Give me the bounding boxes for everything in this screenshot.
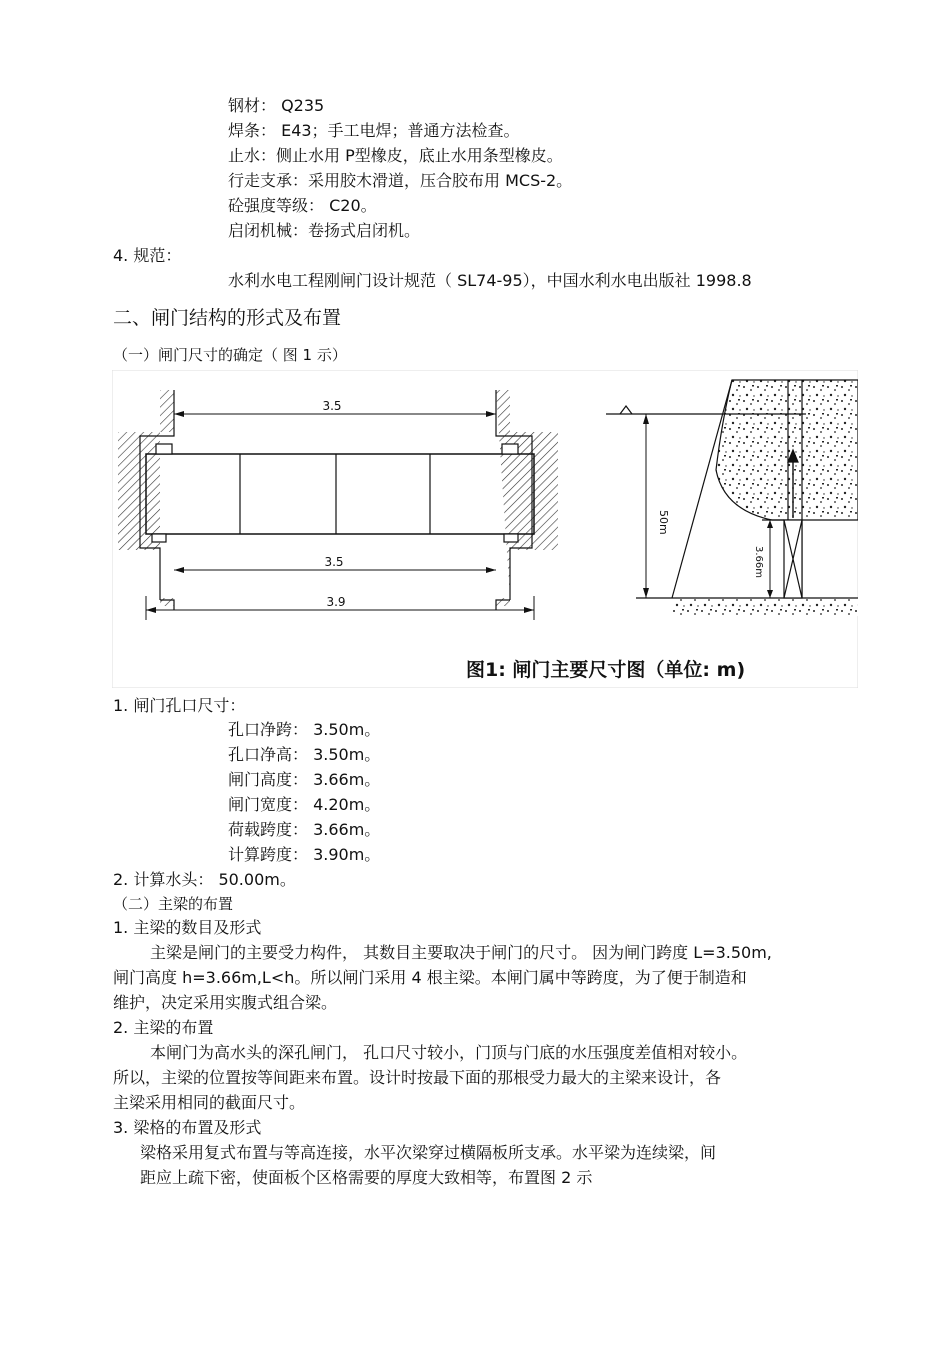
material-hoist: 启闭机械：卷扬式启闭机。	[228, 221, 421, 240]
spec-text: 水利水电工程刚闸门设计规范（ SL74-95），中国水利水电出版社 1998.8	[228, 271, 752, 290]
subsection-2-title: （二）主梁的布置	[113, 895, 234, 913]
opening-label: 1. 闸门孔口尺寸：	[113, 696, 246, 715]
gate-dimension-figure	[112, 370, 858, 688]
paragraph-line: 本闸门为高水头的深孔闸门， 孔口尺寸较小，门顶与门底的水压强度差值相对较小。	[150, 1043, 748, 1062]
dim-gate-label: 3.66m	[753, 546, 764, 579]
dim-bottom-label: 3.9	[326, 595, 346, 609]
beams-heading-2: 2. 主梁的布置	[113, 1018, 214, 1037]
dim-head-label: 50m	[657, 510, 670, 535]
figure-caption: 图1: 闸门主要尺寸图（单位: m)	[466, 659, 746, 681]
opening-item: 闸门宽度： 4.20m。	[228, 795, 381, 814]
paragraph-line: 主梁是闸门的主要受力构件， 其数目主要取决于闸门的尺寸。 因为闸门跨度 L=3.50m,	[150, 943, 772, 962]
paragraph-line: 维护，决定采用实腹式组合梁。	[113, 993, 338, 1012]
material-support: 行走支承：采用胶木滑道，压合胶布用 MCS-2。	[228, 171, 573, 190]
material-seal: 止水：侧止水用 P型橡皮，底止水用条型橡皮。	[228, 146, 563, 165]
opening-item: 孔口净高： 3.50m。	[228, 745, 381, 764]
material-steel: 钢材： Q235	[228, 96, 325, 115]
paragraph-line: 梁格采用复式布置与等高连接，水平次梁穿过横隔板所支承。水平梁为连续梁，间	[140, 1143, 717, 1162]
dim-mid-label: 3.5	[324, 555, 344, 569]
beams-heading-3: 3. 梁格的布置及形式	[113, 1118, 262, 1137]
paragraph-line: 闸门高度 h=3.66m,L<h。所以闸门采用 4 根主梁。本闸门属中等跨度，为了便于制造和	[113, 968, 747, 987]
paragraph-line: 主梁采用相同的截面尺寸。	[113, 1093, 306, 1112]
section-title: 二、闸门结构的形式及布置	[113, 307, 342, 329]
beams-heading-1: 1. 主梁的数目及形式	[113, 918, 262, 937]
spec-label: 4. 规范：	[113, 246, 182, 265]
design-head: 2. 计算水头： 50.00m。	[113, 870, 296, 889]
opening-item: 荷载跨度： 3.66m。	[228, 820, 381, 839]
opening-item: 闸门高度： 3.66m。	[228, 770, 381, 789]
opening-item: 计算跨度： 3.90m。	[228, 845, 381, 864]
paragraph-line: 距应上疏下密，使面板个区格需要的厚度大致相等，布置图 2 示	[140, 1168, 593, 1187]
paragraph-line: 所以，主梁的位置按等间距来布置。设计时按最下面的那根受力最大的主梁来设计，各	[113, 1068, 722, 1087]
dim-top-label: 3.5	[322, 399, 342, 413]
subsection-1-title: （一）闸门尺寸的确定（ 图 1 示）	[113, 346, 347, 364]
opening-item: 孔口净跨： 3.50m。	[228, 720, 381, 739]
material-concrete: 砼强度等级： C20。	[228, 196, 377, 215]
material-welding: 焊条： E43；手工电焊；普通方法检查。	[228, 121, 520, 140]
dam-concrete	[716, 380, 858, 520]
